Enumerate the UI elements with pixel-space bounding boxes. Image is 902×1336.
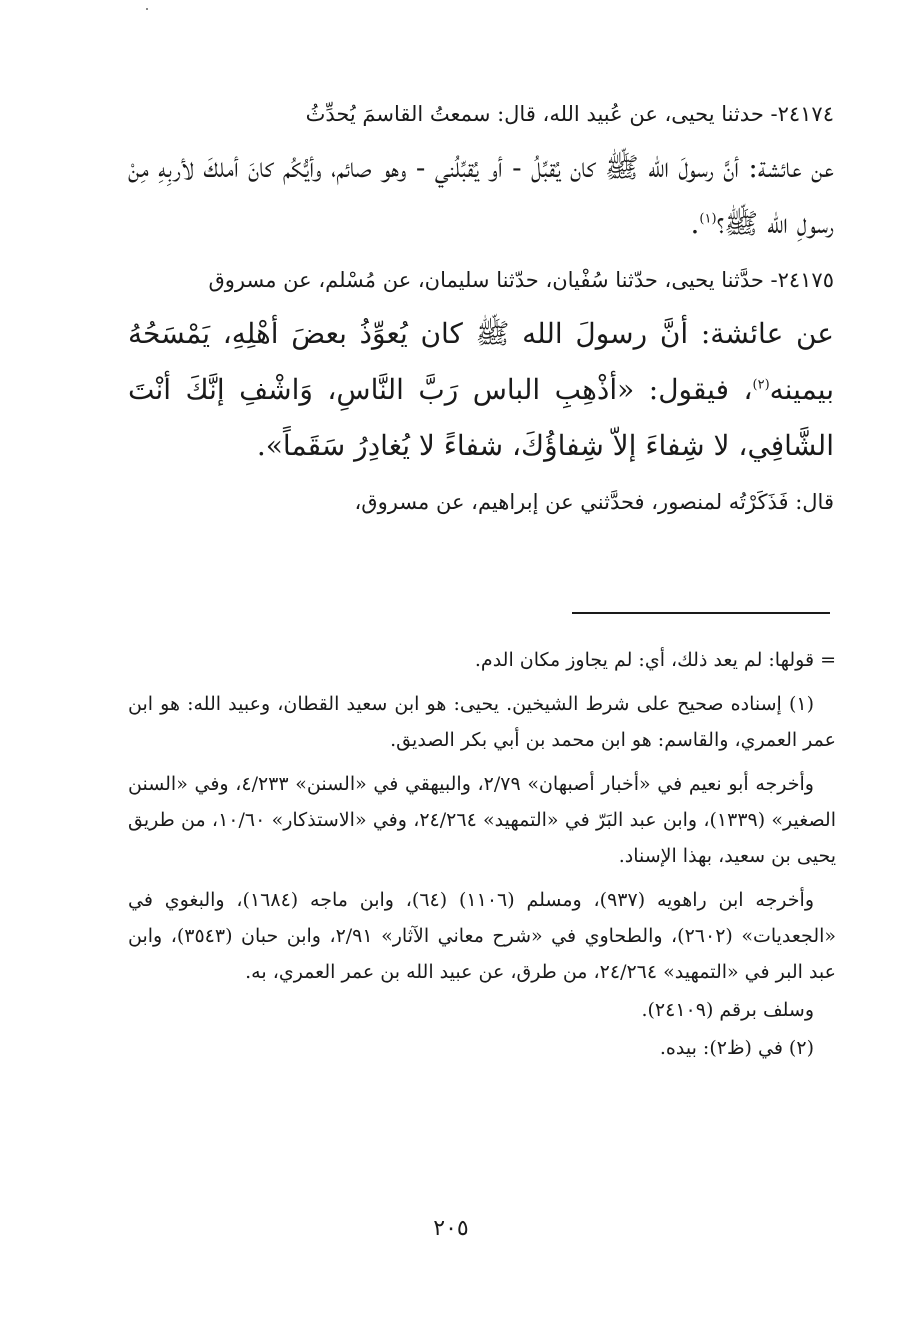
footnote-ref-2: (٢) — [752, 377, 770, 393]
hadith-24174-chain: ٢٤١٧٤- حدثنا يحيى، عن عُبيد الله، قال: سمعتُ القاسمَ يُحدِّثُ — [305, 102, 834, 126]
hadith-24175-body — [128, 306, 834, 474]
hadith-24174-body: عن عائشة: أنَّ رسولَ الله ﷺ كان يُقبِّلُ - أو يُقبِّلُني - وهو صائم، وأيُّكُم كانَ أملكَ لأربِهِ مِنْ رسولِ الله ﷺ؟$^{(١)}$. — [128, 151, 834, 240]
footnote-1: (١) إسناده صحيح على شرط الشيخين. يحيى: هو ابن سعيد القطان، وعبيد الله: هو ابن عمر العمري، والقاسم: هو ابن محمد بن أبي بكر الصديق. — [128, 693, 836, 751]
hadith-24175-body-part2: ، فيقول: «أذْهِبِ الباس رَبَّ النَّاسِ، وَاشْفِ إنَّكَ أنْتَ الشَّافِي، لا شِفاءَ إلاّ شِفاؤُكَ، شفاءً لا يُغادِرُ سَقَماً». — [128, 373, 834, 462]
page-number: ٢٠٥ — [433, 1216, 469, 1241]
main-text — [128, 92, 834, 528]
footnote-1-more-sources: وأخرجه ابن راهويه (٩٣٧)، ومسلم (١١٠٦) (٦٤)، وابن ماجه (١٦٨٤)، والبغوي في «الجعديات» (٢٦٠٢)، والطحاوي في «شرح معاني الآثار» ٢/٩١، وابن حبان (٣٥٤٣)، وابن عبد البر في «التمهيد» ٢٤/٢٦٤، من طرق، عن عبيد الله بن عمر العمري، به. — [128, 889, 837, 983]
footnote-1-cross-ref: وسلف برقم (٢٤١٠٩). — [641, 999, 814, 1021]
footnote-1-sources: وأخرجه أبو نعيم في «أخبار أصبهان» ٢/٧٩، والبيهقي في «السنن» ٤/٢٣٣، وفي «السنن الصغير» (١٣٣٩)، وابن عبد البَرّ في «التمهيد» ٢٤/٢٦٤، وفي «الاستذكار» ١٠/٦٠، من طريق يحيى بن سعيد، بهذا الإسناد. — [128, 773, 836, 867]
hadith-24175-body-part1: عن عائشة: أنَّ رسولَ الله ﷺ كان يُعوِّذُ بعضَ أهْلِهِ، يَمْسَحُهُ بيمينه — [128, 317, 834, 406]
footnote-2: (٢) في (ظ٢): بيده. — [659, 1037, 814, 1059]
footnote-continued: = قولها: لم يعد ذلك، أي: لم يجاوز مكان الدم. — [474, 649, 836, 671]
hadith-24175-chain: ٢٤١٧٥- حدَّثنا يحيى، حدّثنا سُفْيان، حدّثنا سليمان، عن مُسْلم، عن مسروق — [208, 268, 834, 292]
footnote-divider — [572, 612, 830, 614]
footnote-ref-1: (١) — [699, 211, 717, 227]
hadith-24174-body-text: عن عائشة: أنَّ رسولَ الله ﷺ كان يُقبِّلُ - أو يُقبِّلُني - وهو صائم، وأيُّكُم كانَ أملكَ لأربِهِ مِنْ رسولِ الله ﷺ؟ — [128, 151, 834, 240]
scan-speck — [146, 8, 148, 10]
footnotes-section — [128, 642, 836, 1068]
hadith-24175-continuation: قال: فَذَكَرْتُه لمنصور، فحدَّثني عن إبراهيم، عن مسروق، — [354, 490, 834, 514]
